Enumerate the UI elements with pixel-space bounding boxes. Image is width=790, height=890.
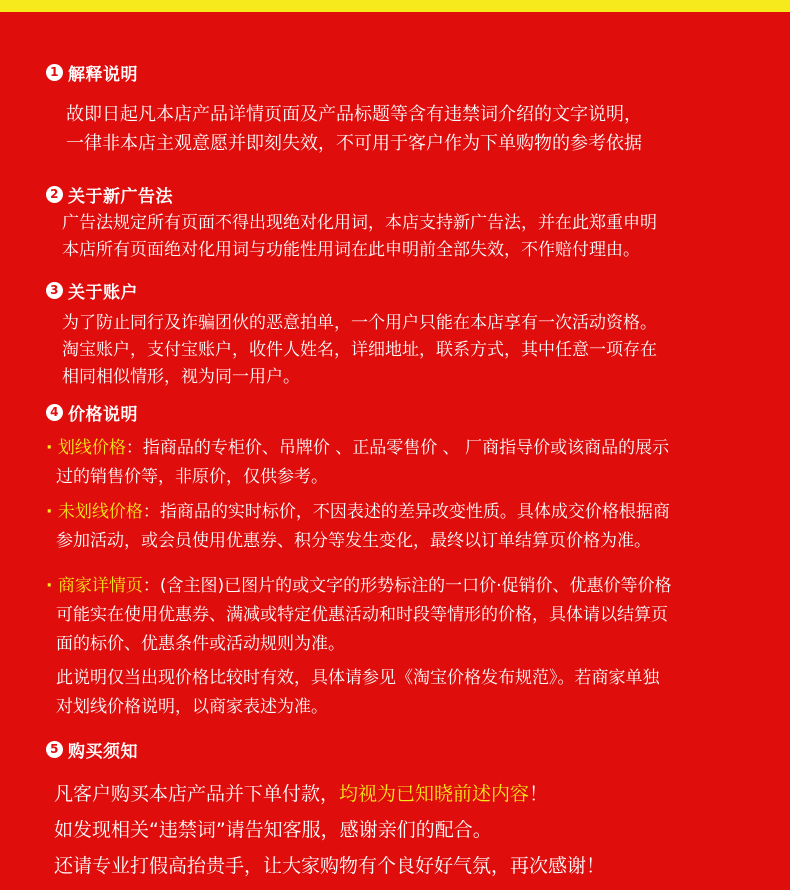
section-1-line-1: 故即日起凡本店产品详情页面及产品标题等含有违禁词介绍的文字说明， xyxy=(66,104,642,125)
section-5-line-1-end: ！ xyxy=(529,783,549,805)
price-point-2-line-2: 参加活动，或会员使用优惠券、积分等发生变化，最终以订单结算页价格为准。 xyxy=(56,531,651,551)
section-5-title xyxy=(46,737,138,761)
section-2-line-1: 广告法规定所有页面不得出现绝对化用词，本店支持新广告法，并在此郑重申明 xyxy=(62,213,657,233)
section-5-body xyxy=(54,776,605,884)
section-2-line-2: 本店所有页面绝对化用词与功能性用词在此申明前全部失效，不作赔付理由。 xyxy=(62,240,640,260)
bullet-dot: · xyxy=(46,576,53,596)
price-point-3-line-2: 可能实在使用优惠券、满减或特定优惠活动和时段等情形的价格，具体请以结算页 xyxy=(56,605,668,625)
section-3-title xyxy=(46,278,138,302)
section-3-body xyxy=(62,310,657,391)
price-point-2-label: 未划线价格 xyxy=(57,502,143,522)
section-2-body xyxy=(62,210,657,264)
price-note-line-1: 此说明仅当出现价格比较时有效，具体请参见《淘宝价格发布规范》。若商家单独 xyxy=(56,668,660,688)
price-point-strikethrough xyxy=(46,434,669,492)
section-5-line-1 xyxy=(54,776,605,812)
circled-number-5-icon: 5 xyxy=(46,741,63,758)
price-point-2-text: ：指商品的实时标价，不因表述的差异改变性质。具体成交价格根据商 xyxy=(142,502,670,522)
bullet-dot: · xyxy=(46,502,53,522)
price-point-1-text: ：指商品的专柜价、吊牌价 、正品零售价 、 厂商指导价或该商品的展示 xyxy=(125,438,670,458)
section-5-line-2: 如发现相关“违禁词”请告知客服，感谢亲们的配合。 xyxy=(54,819,492,841)
price-point-3-text: ：(含主图)已图片的或文字的形势标注的一口价·促销价、优惠价等价格 xyxy=(142,576,672,596)
section-3-line-3: 相同相似情形，视为同一用户。 xyxy=(62,367,300,387)
section-1-title xyxy=(46,60,138,84)
circled-number-3-icon: 3 xyxy=(46,282,63,299)
circled-number-2-icon: 2 xyxy=(46,186,63,203)
section-5-emphasis: 均视为已知晓前述内容 xyxy=(339,783,530,805)
price-point-non-strikethrough xyxy=(46,498,670,556)
price-point-merchant-detail xyxy=(46,572,672,659)
section-1-body xyxy=(66,100,642,158)
price-point-3-label: 商家详情页 xyxy=(57,576,143,596)
circled-number-1-icon: 1 xyxy=(46,64,63,81)
price-point-3-line-3: 面的标价、优惠条件或活动规则为准。 xyxy=(56,634,345,654)
section-4-title xyxy=(46,400,138,424)
price-note-line-2: 对划线价格说明，以商家表述为准。 xyxy=(56,697,328,717)
section-3-heading: 关于账户 xyxy=(68,282,138,303)
price-point-1-label: 划线价格 xyxy=(57,438,126,458)
price-point-1-line-2: 过的销售价等，非原价，仅供参考。 xyxy=(56,467,328,487)
circled-number-4-icon: 4 xyxy=(46,404,63,421)
bullet-dot: · xyxy=(46,438,53,458)
section-1-heading: 解释说明 xyxy=(68,64,138,85)
section-3-line-2: 淘宝账户，支付宝账户，收件人姓名，详细地址，联系方式，其中任意一项存在 xyxy=(62,340,657,360)
section-4-heading: 价格说明 xyxy=(68,404,138,425)
top-yellow-bar xyxy=(0,0,790,12)
section-5-heading: 购买须知 xyxy=(68,741,138,762)
section-2-title xyxy=(46,182,173,206)
section-5-line-3: 还请专业打假高抬贵手，让大家购物有个良好好气氛，再次感谢！ xyxy=(54,855,606,877)
price-note xyxy=(56,664,660,722)
section-5-line-1-text: 凡客户购买本店产品并下单付款， xyxy=(54,783,340,805)
section-1-line-2: 一律非本店主观意愿并即刻失效，不可用于客户作为下单购物的参考依据 xyxy=(66,133,642,154)
section-3-line-1: 为了防止同行及诈骗团伙的恶意拍单，一个用户只能在本店享有一次活动资格。 xyxy=(62,313,657,333)
section-2-heading: 关于新广告法 xyxy=(68,186,173,207)
